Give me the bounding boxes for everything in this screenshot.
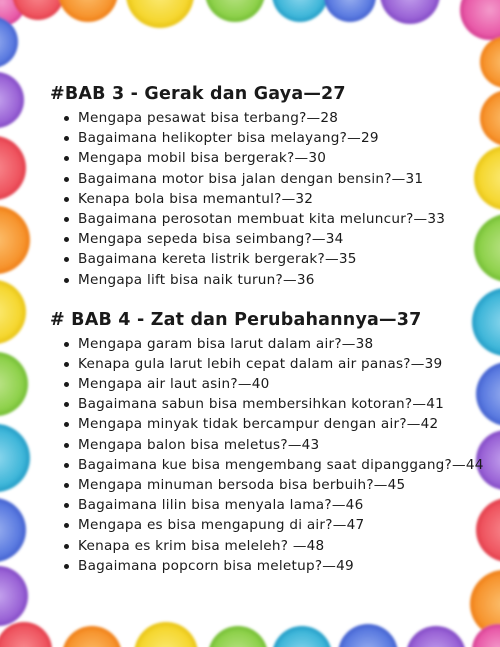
list-item: Mengapa minuman bersoda bisa berbuih?—45 [78,475,480,495]
list-item: Mengapa air laut asin?—40 [78,374,480,394]
chapter-items-bab-4 [50,334,484,576]
list-item: Kenapa es krim bisa meleleh? —48 [78,536,480,556]
list-item: Mengapa sepeda bisa seimbang?—34 [78,229,480,249]
list-item: Bagaimana kue bisa mengembang saat dipanggang?—44 [78,455,480,475]
list-item: Bagaimana perosotan membuat kita meluncur?—33 [78,209,480,229]
list-item: Bagaimana lilin bisa menyala lama?—46 [78,495,480,515]
list-item: Bagaimana helikopter bisa melayang?—29 [78,128,480,148]
chapter-title-bab-3: #BAB 3 - Gerak dan Gaya—27 [50,84,346,104]
list-item: Bagaimana sabun bisa membersihkan kotoran?—41 [78,394,480,414]
list-item: Mengapa mobil bisa bergerak?—30 [78,148,480,168]
list-item: Bagaimana popcorn bisa meletup?—49 [78,556,480,576]
chapter-items-bab-3 [50,108,480,290]
list-item: Kenapa gula larut lebih cepat dalam air panas?—39 [78,354,480,374]
list-item: Mengapa minyak tidak bercampur dengan air?—42 [78,414,480,434]
list-item: Mengapa balon bisa meletus?—43 [78,435,480,455]
table-of-contents [50,80,484,576]
chapter-title-bab-4: # BAB 4 - Zat dan Perubahannya—37 [50,309,422,330]
list-item: Mengapa lift bisa naik turun?—36 [78,270,480,290]
list-item: Kenapa bola bisa memantul?—32 [78,189,480,209]
list-item: Bagaimana kereta listrik bergerak?—35 [78,249,480,269]
list-item: Mengapa pesawat bisa terbang?—28 [78,108,480,128]
list-item: Bagaimana motor bisa jalan dengan bensin?—31 [78,169,480,189]
list-item: Mengapa es bisa mengapung di air?—47 [78,515,480,535]
list-item: Mengapa garam bisa larut dalam air?—38 [78,334,480,354]
